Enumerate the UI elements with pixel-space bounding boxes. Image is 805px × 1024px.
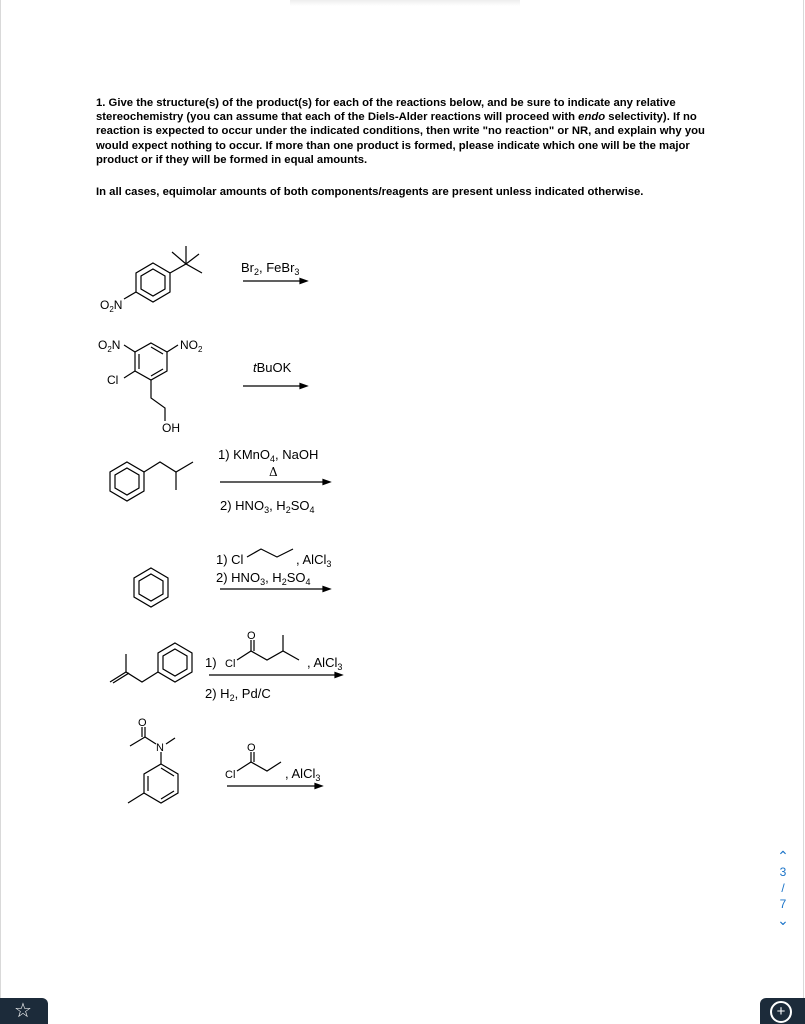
r3-step2: 2) HNO (220, 498, 265, 513)
svg-text:, AlCl3 (285, 766, 320, 783)
question-note: In all cases, equimolar amounts of both components/reagents are present unless indicated otherwise. (96, 186, 644, 198)
r1-reagent-b: , FeBr (259, 260, 295, 275)
question-emphasis: endo (578, 111, 606, 124)
r3-step2-sub2: 2 (285, 505, 291, 515)
star-icon: ☆ (14, 1000, 32, 1022)
r3-step1-sub: 4 (270, 454, 276, 464)
question-rest: selectivity). If no reaction is expected to occur under the indicated conditions, then write "no reaction" or NR, and explain why you would expect nothing to occur. If more than one product is formed, please indicate which one will be the major product or if they will be formed in equal amounts. (96, 111, 705, 166)
r5-step2-rest: , Pd/C (234, 686, 271, 701)
reaction-6-conditions (225, 742, 322, 789)
r4-step2: 2) HNO (216, 570, 261, 585)
question-lead: 1. Give the structure(s) of the product(s) for each of the reactions below, and be sure to indicate any relative stereochemistry (you can assume that each of the Diels-Alder reactions will proceed with (96, 97, 676, 124)
r5-cl: Cl (225, 658, 236, 670)
svg-text:2) HNO3, H2SO4 (216, 570, 311, 587)
r4-step2-mid: , H (265, 570, 282, 585)
r2-no-sub: 2 (198, 345, 203, 354)
reaction-2-conditions (243, 360, 307, 389)
r1-reagent-b-sub: 3 (294, 267, 300, 277)
r4-step2-sub: 3 (260, 577, 266, 587)
page-current: 3 (779, 865, 787, 879)
reaction-5-conditions (205, 630, 342, 703)
reaction-1-molecule (100, 246, 202, 314)
r3-step2-sub: 3 (264, 505, 270, 515)
reaction-4-molecule (134, 568, 168, 607)
page-separator: / (781, 881, 785, 895)
zoom-plus-icon: + (770, 1001, 792, 1023)
r6-reagent-o: O (247, 742, 256, 754)
r3-step2-sub3: 4 (309, 505, 315, 515)
r4-step1-sub: 3 (326, 559, 332, 569)
svg-text:O2N (98, 338, 120, 354)
r5-step2: 2) H (205, 686, 230, 701)
svg-text:, AlCl3 (307, 655, 342, 672)
svg-text:, AlCl3 (296, 552, 331, 569)
r4-step2-so: SO (286, 570, 306, 585)
svg-text:NO2 (180, 338, 203, 354)
r5-step1: 1) (205, 655, 217, 670)
r2-reagent-prefix: t (253, 360, 257, 375)
r3-step2-mid: , H (269, 498, 286, 513)
r5-step1-sub: 3 (337, 662, 343, 672)
r4-step2-sub3: 4 (305, 577, 311, 587)
zoom-in-button[interactable] (760, 998, 805, 1024)
r3-step2-so: SO (290, 498, 310, 513)
reaction-3-conditions (218, 447, 330, 515)
r3-step1: 1) KMnO (218, 447, 271, 462)
r4-step1: 1) Cl (216, 552, 244, 567)
svg-text:2) H2, Pd/C (205, 686, 271, 703)
reaction-4-conditions (216, 549, 331, 592)
svg-text:tBuOK (253, 360, 292, 375)
r1-reagent-a-sub: 2 (254, 267, 260, 277)
svg-text:Br2, FeBr3 (241, 260, 299, 277)
svg-text:O2N (100, 298, 122, 314)
r2-reagent: BuOK (256, 360, 292, 375)
r4-step2-sub2: 2 (281, 577, 287, 587)
page-navigator (770, 848, 796, 928)
r1-o: O (100, 298, 110, 312)
r6-cl: Cl (225, 769, 236, 781)
r2-oh: OH (162, 421, 180, 435)
r3-step1-rest: , NaOH (275, 447, 319, 462)
reaction-2-molecule (98, 338, 203, 435)
r4-step1-rest: , AlCl (296, 552, 327, 567)
r2-no: NO (180, 338, 198, 352)
r2-o: O (98, 338, 108, 352)
favorite-button[interactable] (0, 998, 48, 1024)
r2-o-sub: 2 (107, 345, 112, 354)
r5-step1-rest: , AlCl (307, 655, 338, 670)
reaction-5-molecule (110, 643, 192, 683)
r6-o: O (138, 717, 147, 729)
r6-n: N (156, 742, 164, 754)
reaction-1-conditions (241, 260, 307, 284)
page-down-chevron-icon[interactable]: ⌄ (777, 912, 789, 928)
svg-text:1) KMnO4, NaOH (218, 447, 318, 464)
r5-step2-sub: 2 (229, 693, 235, 703)
r1-reagent-a: Br (241, 260, 254, 275)
r6-reagent-sub: 3 (315, 773, 321, 783)
r1-sub: 2 (109, 305, 114, 314)
reaction-3-molecule (110, 462, 193, 501)
r5-o: O (247, 630, 256, 642)
page-total: 7 (779, 897, 787, 911)
reaction-6-molecule (128, 717, 178, 803)
page-up-chevron-icon[interactable]: ⌃ (777, 848, 789, 864)
r6-reagent-rest: , AlCl (285, 766, 316, 781)
r3-heat: Δ (269, 465, 278, 479)
r2-cl: Cl (107, 373, 119, 387)
svg-text:2) HNO3, H2SO4 (220, 498, 315, 515)
r1-n: N (113, 298, 123, 312)
r2-n: N (111, 338, 121, 352)
